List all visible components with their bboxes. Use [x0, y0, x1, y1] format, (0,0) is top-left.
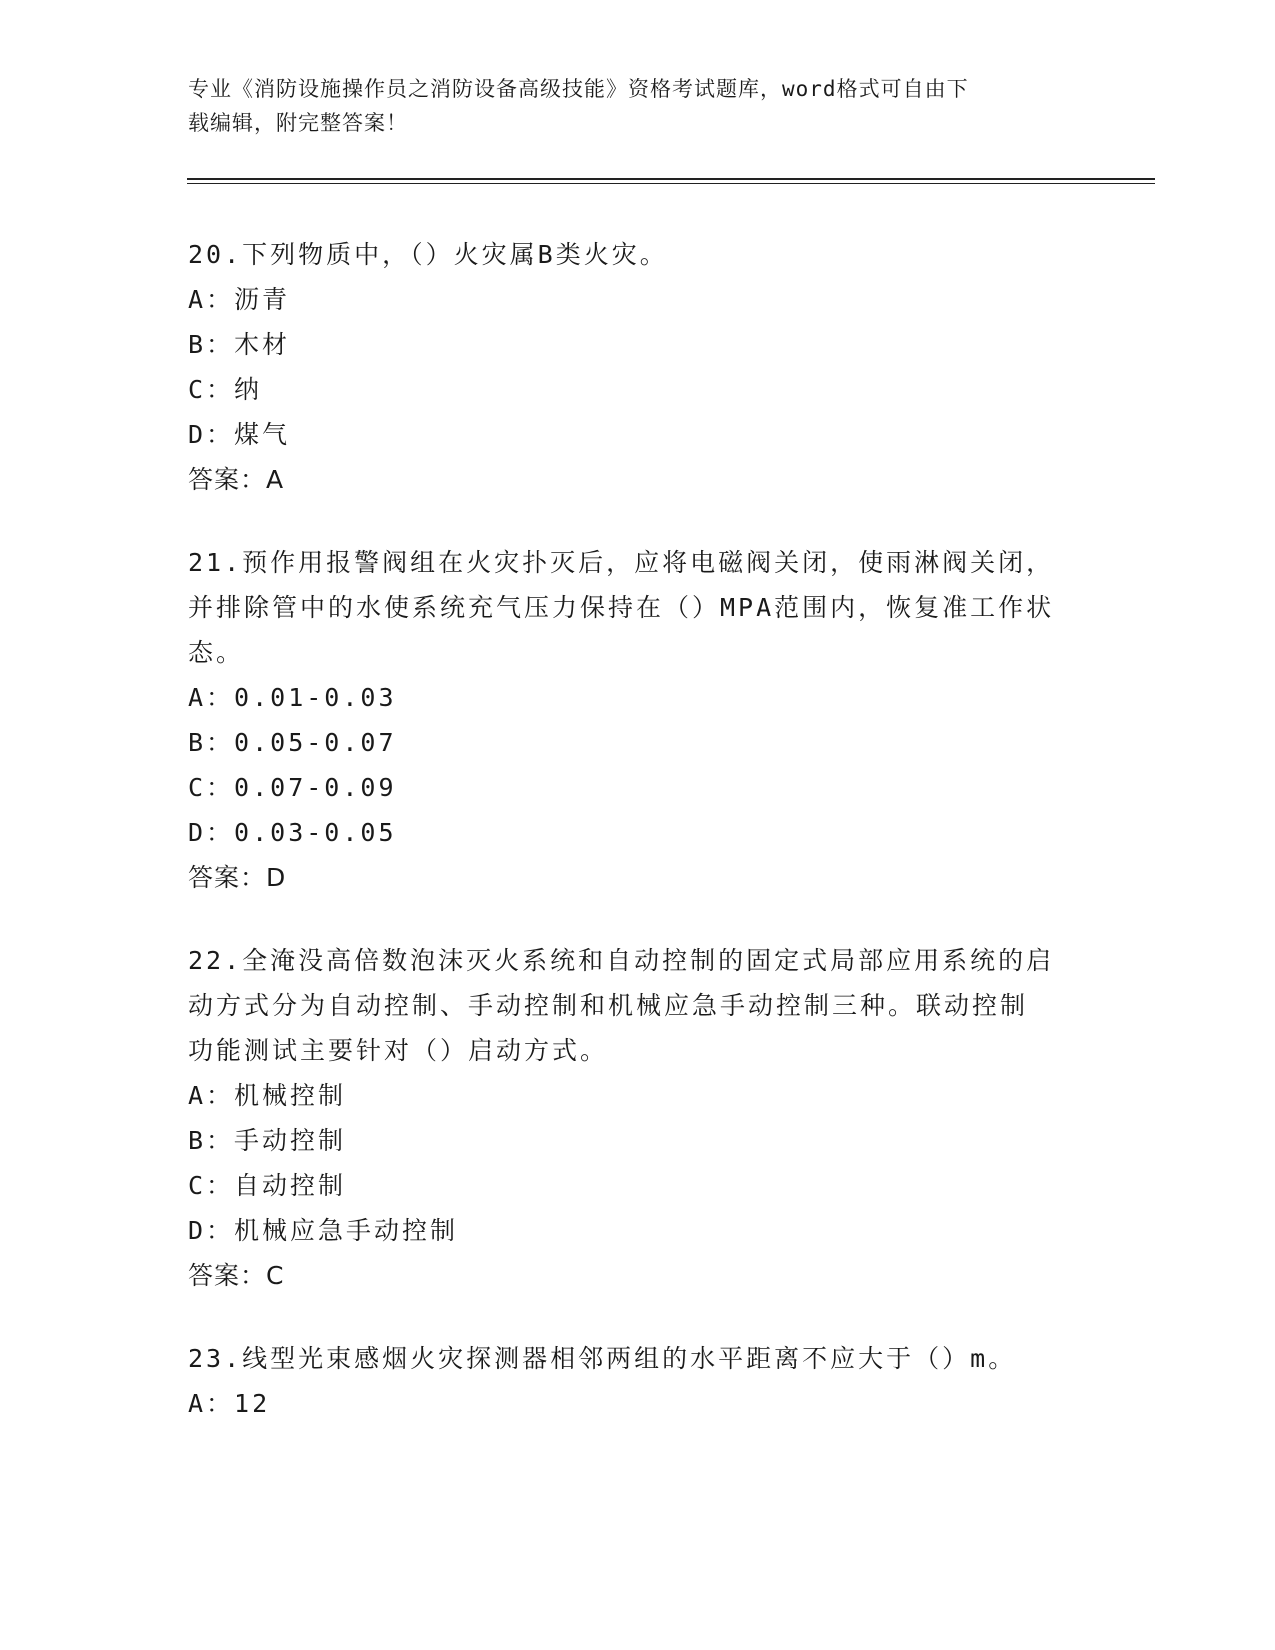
header-line-1: 专业《消防设施操作员之消防设备高级技能》资格考试题库，word格式可自由下: [188, 77, 969, 101]
question-text-line: 20.下列物质中，（）火灾属B类火灾。: [188, 240, 668, 269]
option-b: B：0.05-0.07: [188, 728, 397, 757]
header-divider-thick: [187, 178, 1155, 180]
option-d: D：0.03-0.05: [188, 818, 397, 847]
question-text-line: 态。: [188, 638, 245, 667]
question-text-line: 22.全淹没高倍数泡沫灭火系统和自动控制的固定式局部应用系统的启: [188, 946, 1055, 975]
question-text: [188, 232, 1088, 277]
question-text: [188, 938, 1088, 1073]
option-a: A：机械控制: [188, 1081, 347, 1110]
option-a: A：12: [188, 1389, 271, 1418]
option-b: B：木材: [188, 330, 291, 359]
question-23: [188, 1336, 1088, 1426]
header-line-2: 载编辑，附完整答案！: [188, 111, 408, 135]
answer: 答案：A: [188, 465, 285, 494]
question-text-line: 23.线型光束感烟火灾探测器相邻两组的水平距离不应大于（）m。: [188, 1344, 1017, 1373]
question-text-line: 并排除管中的水使系统充气压力保持在（）MPA范围内，恢复准工作状: [188, 593, 1055, 622]
question-21: [188, 540, 1088, 900]
header-divider-thin: [187, 183, 1155, 184]
option-b: B：手动控制: [188, 1126, 347, 1155]
option-a: A：沥青: [188, 285, 291, 314]
option-c: C：自动控制: [188, 1171, 347, 1200]
question-text-line: 动方式分为自动控制、手动控制和机械应急手动控制三种。联动控制: [188, 991, 1029, 1020]
option-c: C：0.07-0.09: [188, 773, 397, 802]
question-text-line: 功能测试主要针对（）启动方式。: [188, 1036, 609, 1065]
document-header: [188, 72, 1088, 140]
question-text: [188, 540, 1088, 675]
option-a: A：0.01-0.03: [188, 683, 397, 712]
question-22: [188, 938, 1088, 1298]
option-d: D：机械应急手动控制: [188, 1216, 459, 1245]
question-text: [188, 1336, 1088, 1381]
option-d: D：煤气: [188, 420, 291, 449]
option-c: C：纳: [188, 375, 263, 404]
answer: 答案：C: [188, 1261, 285, 1290]
question-list: [188, 232, 1088, 1464]
question-20: [188, 232, 1088, 502]
question-text-line: 21.预作用报警阀组在火灾扑灭后，应将电磁阀关闭，使雨淋阀关闭，: [188, 548, 1055, 577]
answer: 答案：D: [188, 863, 287, 892]
